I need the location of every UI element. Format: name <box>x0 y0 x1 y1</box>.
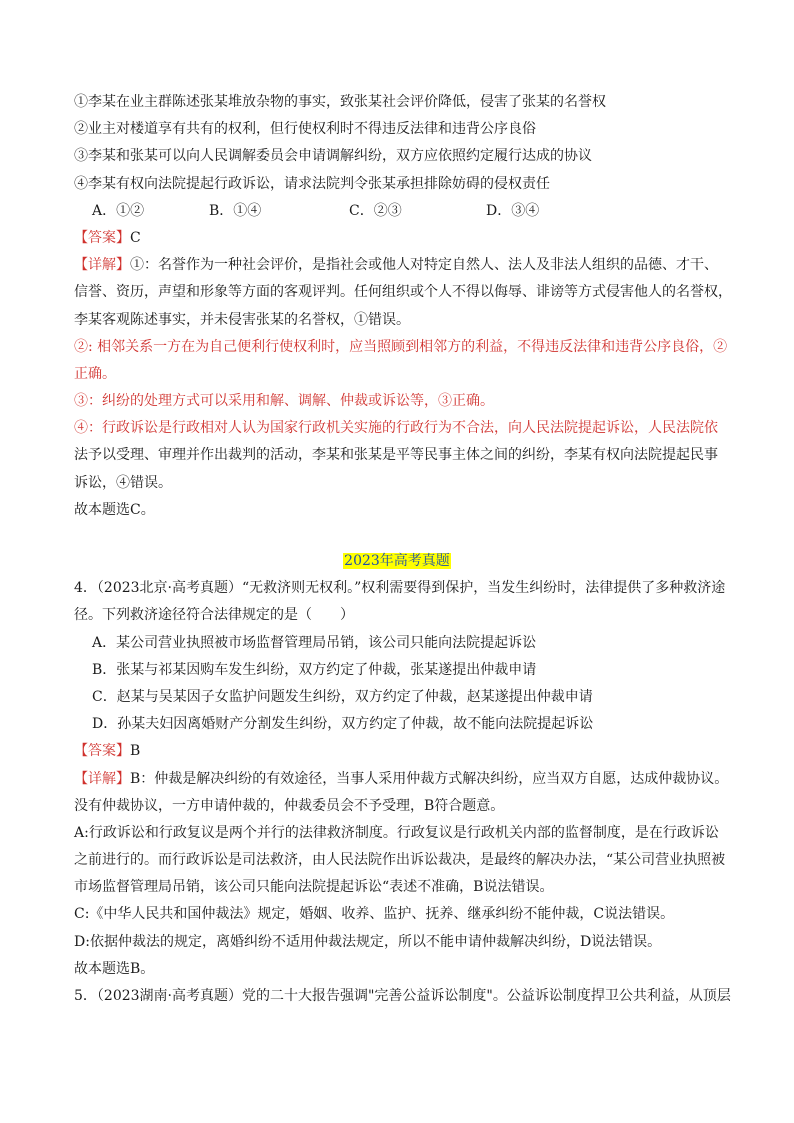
q4-answer <box>74 738 774 765</box>
q4-explanation-line-3: A:行政诉讼和行政复议是两个并行的法律救济制度。行政复议是行政机关内部的监督制度，是在行政诉讼 <box>74 824 719 841</box>
q4-explanation-line-5: 市场监督管理局吊销，该公司只能向法院提起诉讼“表述不准确，B说法错误。 <box>74 879 554 896</box>
q4-option-b: B．张某与祁某因购车发生纠纷，双方约定了仲裁，张某遂提出仲裁申请 <box>92 661 537 678</box>
q4-answer-tag: 【答案】 <box>74 743 130 760</box>
page-content <box>74 89 774 1010</box>
q3-explanation-line-5: 正确。 <box>74 365 116 382</box>
q4-explanation-line-4: 之前进行的。而行政诉讼是司法救济，由人民法院作出诉讼裁决，是最终的解决办法，“某公司营业执照被 <box>74 852 726 869</box>
q4-option-a: A．某公司营业执照被市场监督管理局吊销，该公司只能向法院提起诉讼 <box>92 634 537 651</box>
q4-option-c: C．赵某与吴某因子女监护问题发生纠纷，双方约定了仲裁，赵某遂提出仲裁申请 <box>92 688 593 705</box>
section-title-row <box>0 548 794 575</box>
q3-conclusion: 故本题选C。 <box>74 501 155 518</box>
q4-explanation-line-7: D:依据仲裁法的规定，离婚纠纷不适用仲裁法规定，所以不能申请仲裁解决纠纷，D说法错误。 <box>74 933 662 950</box>
q3-statement-4: ④李某有权向法院提起行政诉讼，请求法院判令张某承担排除妨碍的侵权责任 <box>74 175 550 192</box>
q4-explanation-line-6: C:《中华人民共和国仲裁法》规定，婚姻、收养、监护、抚养、继承纠纷不能仲裁，C说法错误。 <box>74 906 675 923</box>
q4-explain-tag: 【详解】 <box>74 770 130 787</box>
q3-explanation-line-4: ②: 相邻关系一方在为自己便利行使权利时，应当照顾到相邻方的利益，不得违反法律和违背公序良俗，② <box>74 338 728 355</box>
section-title: 2023年高考真题 <box>344 553 450 569</box>
q3-explanation-line-7: ④：行政诉讼是行政相对人认为国家行政机关实施的行政行为不合法，向人民法院提起诉讼，人民法院依 <box>74 420 718 437</box>
q3-options <box>74 198 774 225</box>
q4-option-d: D．孙某夫妇因离婚财产分割发生纠纷，双方约定了仲裁，故不能向法院提起诉讼 <box>92 716 594 733</box>
q3-explanation-line-1 <box>74 252 774 279</box>
q4-explanation-line-1 <box>74 766 774 793</box>
q3-explain-tag: 【详解】 <box>74 257 130 274</box>
q4-conclusion: 故本题选B。 <box>74 960 155 977</box>
q3-explanation-line-2: 信誉、资历，声望和形象等方面的客观评判。任何组织或个人不得以侮辱、诽谤等方式侵害他人的名誉权， <box>74 284 732 301</box>
q4-stem-line-1: 4．（2023北京·高考真题）“无救济则无权利。”权利需要得到保护，当发生纠纷时，法律提供了多种救济途 <box>74 580 726 597</box>
q3-explanation-line-8: 法予以受理、审理并作出裁判的活动，李某和张某是平等民事主体之间的纠纷，李某有权向法院提起民事 <box>74 447 718 464</box>
q3-option-c: C．②③ <box>349 202 402 219</box>
q4-stem-line-2: 径。下列救济途径符合法律规定的是（ ） <box>74 607 354 624</box>
q3-answer-value: C <box>130 229 141 246</box>
q4-answer-value: B <box>130 743 141 760</box>
q3-answer-tag: 【答案】 <box>74 229 130 246</box>
q3-statement-2: ②业主对楼道享有共有的权利，但行使权利时不得违反法律和违背公序良俗 <box>74 121 536 138</box>
q3-explanation-text: ①：名誉作为一种社会评价，是指社会或他人对特定自然人、法人及非法人组织的品德、才干、 <box>130 257 718 274</box>
q3-explanation-line-3: 李某客观陈述事实，并未侵害张某的名誉权，①错误。 <box>74 311 410 328</box>
q4-explanation-text: B：仲裁是解决纠纷的有效途径，当事人采用仲裁方式解决纠纷，应当双方自愿，达成仲裁协议。 <box>130 770 729 787</box>
q3-option-b: B．①④ <box>209 202 262 219</box>
q3-statement-3: ③李某和张某可以向人民调解委员会申请调解纠纷，双方应依照约定履行达成的协议 <box>74 148 592 165</box>
q3-answer <box>74 225 774 252</box>
q3-statement-1: ①李某在业主群陈述张某堆放杂物的事实，致张某社会评价降低，侵害了张某的名誉权 <box>74 94 606 110</box>
q4-explanation-line-2: 没有仲裁协议，一方申请仲裁的，仲裁委员会不予受理，B符合题意。 <box>74 797 505 814</box>
q3-option-d: D．③④ <box>486 202 540 219</box>
q3-explanation-line-9: 诉讼，④错误。 <box>74 474 172 491</box>
q3-explanation-line-6: ③：纠纷的处理方式可以采用和解、调解、仲裁或诉讼等，③正确。 <box>74 393 494 410</box>
q3-option-a: A．①② <box>92 202 145 219</box>
q5-stem-line-1: 5．（2023湖南·高考真题）党的二十大报告强调"完善公益诉讼制度"。公益诉讼制度捍卫公共利益，从顶层 <box>74 988 731 1004</box>
